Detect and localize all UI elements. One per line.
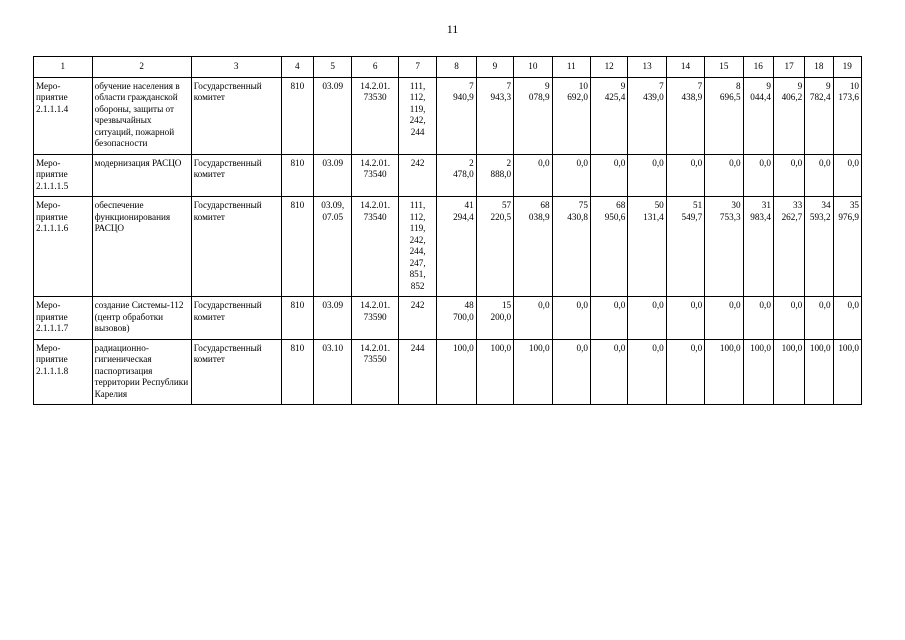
table-cell: создание Системы-112 (центр обработки вызовов): [92, 297, 191, 340]
table-cell: 03.09: [314, 77, 352, 154]
table-cell: 03.09: [314, 154, 352, 197]
table-cell: 33 262,7: [773, 197, 804, 297]
table-cell: 0,0: [552, 339, 590, 405]
table-cell: Государственный комитет: [191, 297, 281, 340]
table-cell: Меро- приятие 2.1.1.1.6: [34, 197, 93, 297]
table-cell: 810: [281, 197, 313, 297]
table-cell: 9 044,4: [743, 77, 773, 154]
table-cell: 0,0: [590, 339, 627, 405]
table-cell: Государственный комитет: [191, 339, 281, 405]
column-header: 16: [743, 57, 773, 78]
table-cell: Меро- приятие 2.1.1.1.5: [34, 154, 93, 197]
table-cell: 244: [398, 339, 436, 405]
table-cell: 111, 112, 119, 242, 244: [398, 77, 436, 154]
table-cell: 0,0: [833, 297, 861, 340]
table-cell: 9 406,2: [773, 77, 804, 154]
column-header: 6: [352, 57, 399, 78]
column-header: 11: [552, 57, 590, 78]
table-cell: 0,0: [514, 154, 552, 197]
table-cell: 14.2.01. 73530: [352, 77, 399, 154]
table-cell: 100,0: [743, 339, 773, 405]
column-header: 13: [628, 57, 666, 78]
table-cell: 48 700,0: [437, 297, 476, 340]
table-cell: 810: [281, 339, 313, 405]
column-header: 10: [514, 57, 552, 78]
table-cell: 68 950,6: [590, 197, 627, 297]
table-cell: 100,0: [805, 339, 833, 405]
column-header: 2: [92, 57, 191, 78]
table-cell: 0,0: [805, 297, 833, 340]
table-cell: 100,0: [437, 339, 476, 405]
table-cell: 100,0: [514, 339, 552, 405]
column-header: 3: [191, 57, 281, 78]
table-row: [34, 197, 862, 297]
table-cell: 0,0: [805, 154, 833, 197]
table-cell: Меро- приятие 2.1.1.1.8: [34, 339, 93, 405]
table-row: [34, 77, 862, 154]
table-cell: 14.2.01. 73590: [352, 297, 399, 340]
column-header: 12: [590, 57, 627, 78]
column-header: 5: [314, 57, 352, 78]
table-cell: 100,0: [476, 339, 513, 405]
table-cell: 0,0: [514, 297, 552, 340]
table-cell: радиационно-гигиеническая паспортизация территории Республики Карелия: [92, 339, 191, 405]
table-cell: 2 478,0: [437, 154, 476, 197]
table-cell: Меро- приятие 2.1.1.1.7: [34, 297, 93, 340]
table-cell: 0,0: [628, 154, 666, 197]
table-row: [34, 154, 862, 197]
table-cell: 35 976,9: [833, 197, 861, 297]
table-cell: 111, 112, 119, 242, 244, 247, 851, 852: [398, 197, 436, 297]
table-cell: 34 593,2: [805, 197, 833, 297]
table-cell: модернизация РАСЦО: [92, 154, 191, 197]
table-cell: 2 888,0: [476, 154, 513, 197]
table-cell: 68 038,9: [514, 197, 552, 297]
table-cell: Государственный комитет: [191, 197, 281, 297]
table-cell: 0,0: [628, 297, 666, 340]
table-header-row: [34, 57, 862, 78]
table-cell: 51 549,7: [666, 197, 704, 297]
table-cell: 03.09: [314, 297, 352, 340]
table-cell: 14.2.01. 73550: [352, 339, 399, 405]
table-cell: 100,0: [833, 339, 861, 405]
table-cell: 50 131,4: [628, 197, 666, 297]
table-cell: 0,0: [552, 297, 590, 340]
table-cell: 30 753,3: [705, 197, 743, 297]
column-header: 7: [398, 57, 436, 78]
table-cell: 31 983,4: [743, 197, 773, 297]
table-cell: 0,0: [743, 297, 773, 340]
page-number: 11: [446, 22, 459, 36]
table-cell: 0,0: [666, 339, 704, 405]
table-cell: 8 696,5: [705, 77, 743, 154]
column-header: 1: [34, 57, 93, 78]
table-cell: 7 943,3: [476, 77, 513, 154]
table-row: [34, 339, 862, 405]
column-header: 17: [773, 57, 804, 78]
table-cell: 810: [281, 77, 313, 154]
table-cell: 57 220,5: [476, 197, 513, 297]
table-cell: 100,0: [773, 339, 804, 405]
column-header: 14: [666, 57, 704, 78]
table-cell: 0,0: [705, 154, 743, 197]
table-cell: 0,0: [666, 154, 704, 197]
table-cell: 75 430,8: [552, 197, 590, 297]
table-cell: 7 438,9: [666, 77, 704, 154]
table-cell: 14.2.01. 73540: [352, 154, 399, 197]
table-cell: 0,0: [590, 154, 627, 197]
column-header: 9: [476, 57, 513, 78]
budget-table: [33, 56, 862, 405]
table-cell: Государственный комитет: [191, 154, 281, 197]
table-cell: 810: [281, 154, 313, 197]
table-cell: Государственный комитет: [191, 77, 281, 154]
table-cell: 0,0: [552, 154, 590, 197]
table-cell: 7 940,9: [437, 77, 476, 154]
table-cell: 0,0: [590, 297, 627, 340]
table-cell: 7 439,0: [628, 77, 666, 154]
table-cell: Меро- приятие 2.1.1.1.4: [34, 77, 93, 154]
table-body: [34, 77, 862, 405]
table-cell: 03.10: [314, 339, 352, 405]
column-header: 4: [281, 57, 313, 78]
table-cell: обеспечение функционирования РАСЦО: [92, 197, 191, 297]
table-cell: 0,0: [628, 339, 666, 405]
table-cell: 242: [398, 297, 436, 340]
table-row: [34, 297, 862, 340]
table-cell: обучение населения в области гражданской обороны, защиты от чрезвычайных ситуаций, пожарной безопасности: [92, 77, 191, 154]
table-cell: 0,0: [743, 154, 773, 197]
table-cell: 0,0: [833, 154, 861, 197]
table-cell: 10 173,6: [833, 77, 861, 154]
table-cell: 9 782,4: [805, 77, 833, 154]
table-cell: 15 200,0: [476, 297, 513, 340]
column-header: 8: [437, 57, 476, 78]
table-cell: 0,0: [773, 154, 804, 197]
table-cell: 0,0: [773, 297, 804, 340]
table-cell: 9 425,4: [590, 77, 627, 154]
column-header: 19: [833, 57, 861, 78]
table-cell: 242: [398, 154, 436, 197]
table-cell: 0,0: [705, 297, 743, 340]
table-cell: 810: [281, 297, 313, 340]
table-cell: 14.2.01. 73540: [352, 197, 399, 297]
column-header: 15: [705, 57, 743, 78]
column-header: 18: [805, 57, 833, 78]
table-cell: 9 078,9: [514, 77, 552, 154]
table-cell: 0,0: [666, 297, 704, 340]
table-cell: 100,0: [705, 339, 743, 405]
table-cell: 41 294,4: [437, 197, 476, 297]
table-cell: 03.09, 07.05: [314, 197, 352, 297]
table-cell: 10 692,0: [552, 77, 590, 154]
